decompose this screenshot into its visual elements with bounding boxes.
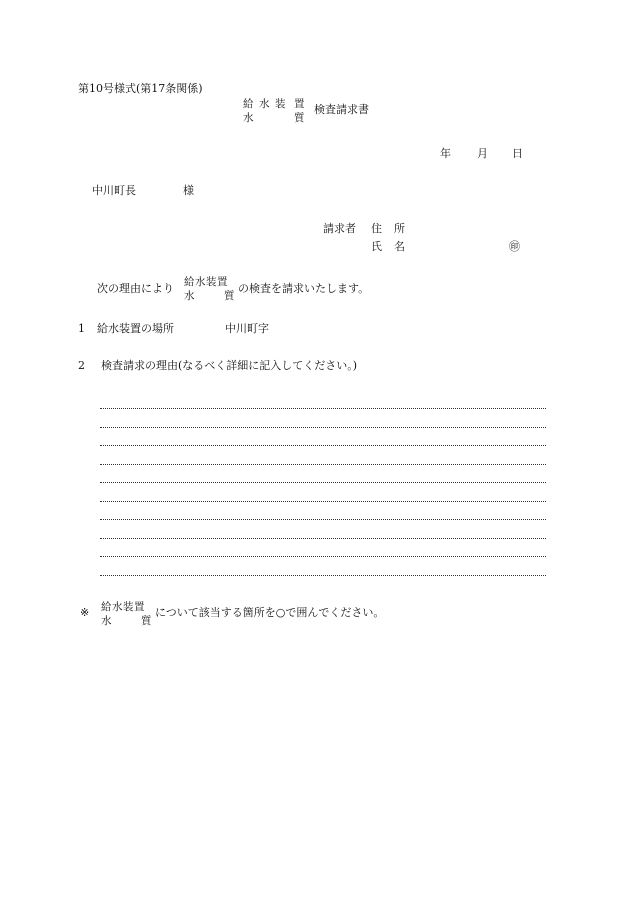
dotted-line (100, 445, 546, 446)
item1-label: 給水装置の場所 (97, 322, 174, 335)
address-label-1: 住 (371, 222, 382, 235)
dotted-line (100, 556, 546, 557)
dotted-line (100, 501, 546, 502)
dotted-line (100, 482, 546, 483)
seal-mark: ㊞ (509, 240, 520, 253)
dotted-line (100, 538, 546, 539)
date-day-label: 日 (512, 147, 523, 160)
addressee-name: 中川町長 (92, 184, 136, 197)
item2-label: 検査請求の理由(なるべく詳細に記入してください。) (101, 359, 358, 372)
item1-number: 1 (78, 322, 85, 335)
address-label-2: 所 (394, 222, 405, 235)
dotted-line (100, 464, 546, 465)
date-year-label: 年 (440, 147, 451, 160)
dotted-line (100, 427, 546, 428)
dotted-line (100, 519, 546, 520)
request-suffix: の検査を請求いたします。 (238, 282, 370, 295)
note-text: について該当する箇所を○で囲んでください。 (155, 606, 385, 619)
form-label: 第10号様式(第17条関係) (78, 82, 203, 95)
dotted-line (100, 408, 546, 409)
item1-value: 中川町字 (225, 322, 269, 335)
requester-label: 請求者 (323, 222, 356, 235)
note-mark: ※ (80, 606, 90, 619)
dotted-line (100, 575, 546, 576)
name-label-2: 名 (394, 240, 405, 253)
document-page: 第10号様式(第17条関係) 給 水 装 置 水 質 検査請求書 年 月 日 中川町長 様 請求者 住 所 氏 名 ㊞ 次の理由により 給水装置 水 質 の検査を請求いたします。 1 給水装置の場所 中川町字 2 検査請求の理由(なるべく詳細に記入してください。) ※ 給水装置 水 質 について該当する箇所を○で囲んでください。 (0, 0, 630, 903)
item2-number: 2 (78, 359, 85, 372)
date-month-label: 月 (477, 147, 488, 160)
name-label-1: 氏 (371, 240, 382, 253)
title-suffix: 検査請求書 (314, 103, 369, 116)
addressee-honorific: 様 (183, 184, 194, 197)
request-prefix: 次の理由により (97, 282, 174, 295)
